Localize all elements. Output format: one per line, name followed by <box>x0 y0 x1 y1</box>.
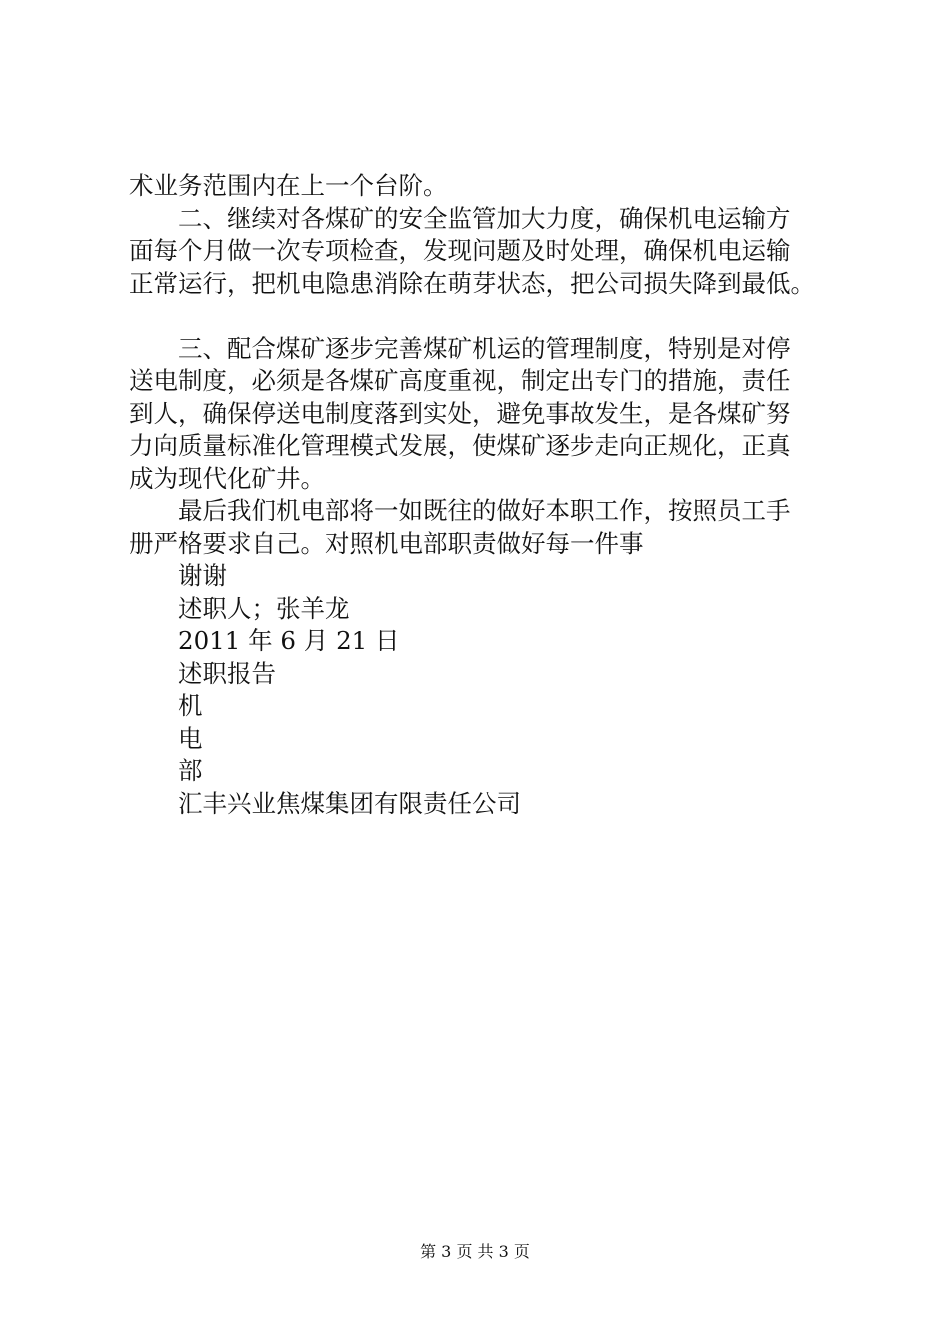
paragraph-line: 册严格要求自己。对照机电部职责做好每一件事 <box>129 528 644 558</box>
page-footer: 第 3 页 共 3 页 <box>420 1242 530 1261</box>
document-body <box>129 170 839 820</box>
department-char: 电 <box>178 723 203 753</box>
paragraph-line: 面每个月做一次专项检查，发现问题及时处理，确保机电运输 <box>129 236 791 265</box>
paragraph-line: 三、配合煤矿逐步完善煤矿机运的管理制度，特别是对停 <box>178 333 791 363</box>
department-char: 机 <box>178 691 203 720</box>
paragraph-line: 力向质量标准化管理模式发展，使煤矿逐步走向正规化，正真 <box>129 431 791 460</box>
paragraph-line: 最后我们机电部将一如既往的做好本职工作，按照员工手 <box>178 496 791 525</box>
paragraph-line: 到人，确保停送电制度落到实处，避免事故发生，是各煤矿努 <box>129 398 791 428</box>
paragraph-line: 正常运行，把机电隐患消除在萌芽状态，把公司损失降到最低。 <box>129 268 815 298</box>
report-date: 2011 年 6 月 21 日 <box>178 626 400 655</box>
department-char: 部 <box>178 756 203 785</box>
closing-thanks: 谢谢 <box>178 561 227 590</box>
paragraph-line: 送电制度，必须是各煤矿高度重视，制定出专门的措施，责任 <box>129 366 791 395</box>
paragraph-spacer <box>129 300 839 333</box>
paragraph-line: 成为现代化矿井。 <box>129 463 325 493</box>
reporter-name: 述职人；张羊龙 <box>178 593 350 623</box>
report-title: 述职报告 <box>178 658 276 688</box>
paragraph-line: 二、继续对各煤矿的安全监管加大力度，确保机电运输方 <box>178 203 791 233</box>
company-name: 汇丰兴业焦煤集团有限责任公司 <box>178 788 521 818</box>
paragraph-line: 术业务范围内在上一个台阶。 <box>129 171 448 200</box>
